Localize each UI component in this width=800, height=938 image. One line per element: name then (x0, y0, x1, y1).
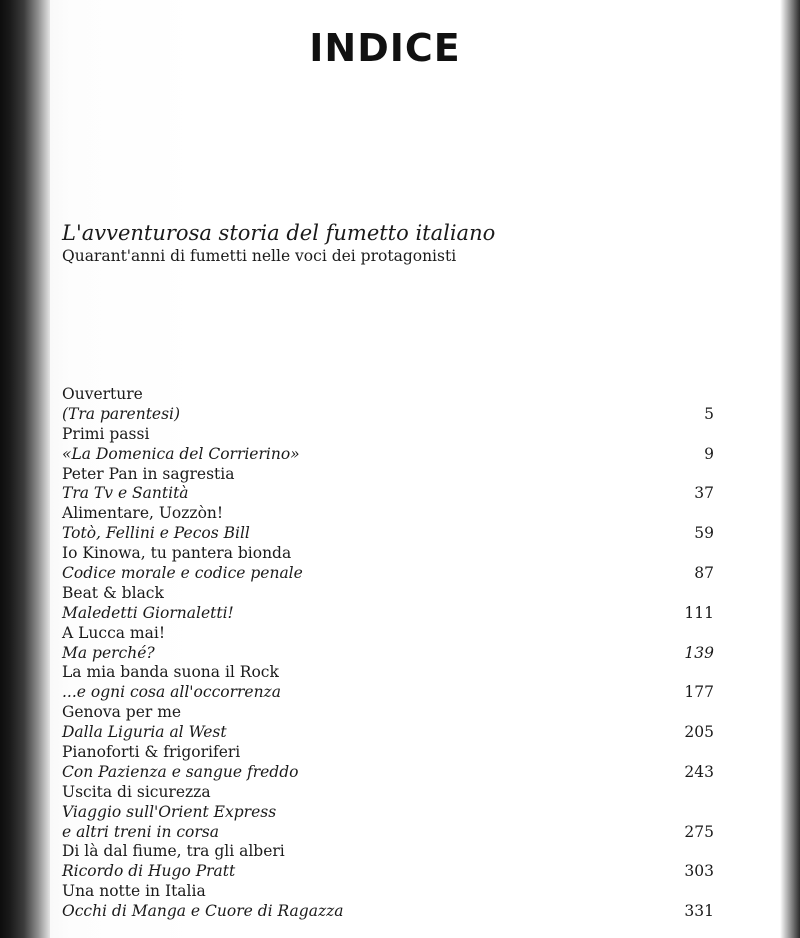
chapter-title: A Lucca mai! (62, 623, 166, 642)
chapter-subtitle: ...e ogni cosa all'occorrenza (62, 683, 281, 702)
chapter-title: Genova per me (62, 703, 182, 722)
page-number: 139 (684, 643, 714, 662)
page-number: 303 (684, 862, 714, 881)
toc-row-chapter (62, 624, 714, 644)
chapter-subtitle: e altri treni in corsa (62, 822, 219, 841)
chapter-subtitle: Maledetti Giornaletti! (62, 603, 234, 622)
toc-row-subtitle (62, 803, 714, 823)
toc-row-chapter (62, 544, 714, 564)
chapter-title: Peter Pan in sagrestia (62, 464, 235, 483)
page-number: 331 (684, 902, 714, 921)
toc-row-subtitle (62, 564, 714, 584)
page-number: 205 (684, 723, 714, 742)
page-number: 275 (684, 822, 714, 841)
toc-row-chapter (62, 703, 714, 723)
page-number: 87 (694, 564, 714, 583)
chapter-title: Alimentare, Uozzòn! (62, 504, 224, 523)
page-number: 9 (704, 444, 714, 463)
toc-row-subtitle (62, 445, 714, 465)
toc-row-subtitle (62, 604, 714, 624)
chapter-subtitle: Ma perché? (62, 643, 155, 662)
page-number: 59 (694, 524, 714, 543)
chapter-subtitle: Codice morale e codice penale (62, 564, 303, 583)
toc-row-subtitle (62, 644, 714, 664)
toc-row-chapter (62, 743, 714, 763)
toc-row-subtitle (62, 902, 714, 922)
chapter-title: Beat & black (62, 583, 164, 602)
toc-row-subtitle (62, 763, 714, 783)
toc-row-subtitle (62, 484, 714, 504)
toc-row-chapter (62, 385, 714, 405)
toc-row-chapter (62, 504, 714, 524)
toc-row-chapter (62, 425, 714, 445)
table-of-contents (62, 385, 714, 922)
page-number: 177 (684, 683, 714, 702)
chapter-title: Primi passi (62, 424, 150, 443)
toc-row-chapter (62, 783, 714, 803)
toc-row-chapter (62, 842, 714, 862)
chapter-subtitle: Viaggio sull'Orient Express (62, 802, 277, 821)
chapter-title: Uscita di sicurezza (62, 782, 211, 801)
chapter-subtitle: Totò, Fellini e Pecos Bill (62, 524, 250, 543)
toc-row-subtitle (62, 405, 714, 425)
chapter-title: La mia banda suona il Rock (62, 663, 279, 682)
chapter-subtitle: Con Pazienza e sangue freddo (62, 762, 299, 781)
chapter-title: Di là dal fiume, tra gli alberi (62, 842, 285, 861)
chapter-subtitle: (Tra parentesi) (62, 404, 181, 423)
binding-shadow (0, 0, 50, 938)
book-title: L'avventurosa storia del fumetto italiano (62, 221, 496, 245)
chapter-title: Ouverture (62, 385, 143, 403)
page-number: 5 (704, 404, 714, 423)
book-subtitle: Quarant'anni di fumetti nelle voci dei protagonisti (62, 247, 457, 265)
page-number: 243 (684, 762, 714, 781)
page-number: 37 (694, 484, 714, 503)
chapter-subtitle: Tra Tv e Santità (62, 484, 189, 503)
toc-row-subtitle (62, 683, 714, 703)
toc-row-subtitle (62, 723, 714, 743)
chapter-subtitle: Occhi di Manga e Cuore di Ragazza (62, 902, 344, 921)
chapter-subtitle: Dalla Liguria al West (62, 723, 227, 742)
toc-row-subtitle (62, 862, 714, 882)
toc-row-chapter (62, 882, 714, 902)
toc-row-subtitle (62, 823, 714, 843)
toc-row-chapter (62, 465, 714, 485)
chapter-title: Pianoforti & frigoriferi (62, 743, 241, 762)
chapter-title: Io Kinowa, tu pantera bionda (62, 544, 292, 563)
toc-row-chapter (62, 584, 714, 604)
page-number: 111 (684, 603, 714, 622)
toc-row-chapter (62, 663, 714, 683)
chapter-subtitle: Ricordo di Hugo Pratt (62, 862, 236, 881)
toc-row-subtitle (62, 524, 714, 544)
chapter-subtitle: «La Domenica del Corrierino» (62, 444, 300, 463)
chapter-title: Una notte in Italia (62, 882, 206, 901)
page-title: INDICE (309, 26, 461, 70)
